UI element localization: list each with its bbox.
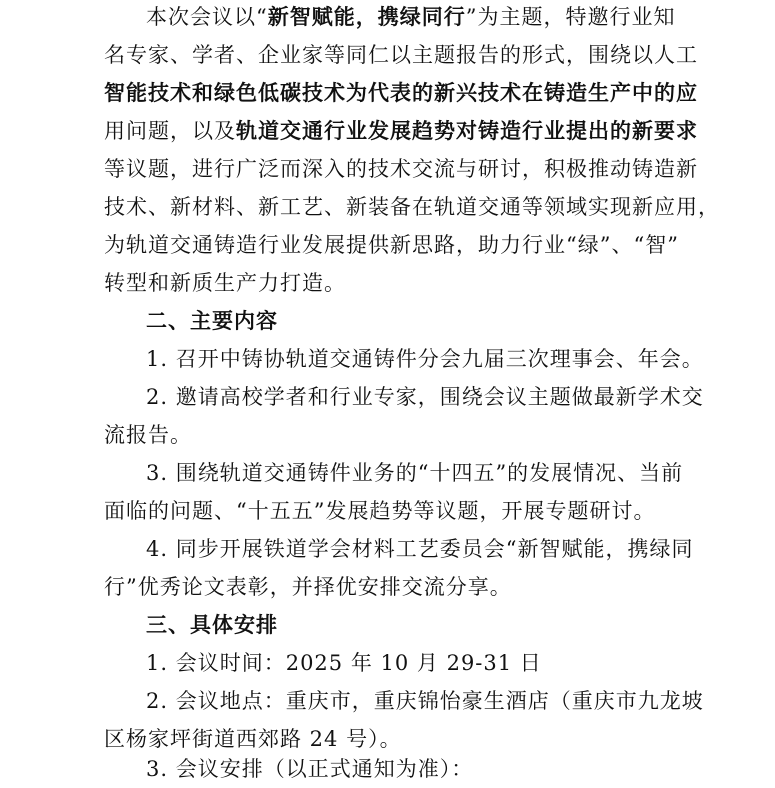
section-2-item-2-cont: 流报告。: [104, 423, 192, 447]
section-3-item-2: 2. 会议地点：重庆市，重庆锦怡豪生酒店（重庆市九龙坡: [146, 689, 704, 713]
section-2-item-3-cont: 面临的问题、“十五五”发展趋势等议题，开展专题研讨。: [104, 499, 656, 523]
section-3-heading: 三、具体安排: [146, 612, 278, 637]
intro-line-1: [146, 0, 676, 36]
section-3-item-2-cont: 区杨家坪街道西郊路 24 号）。: [104, 727, 402, 751]
intro-emphasis: 轨道交通行业发展趋势对铸造行业提出的新要求: [236, 118, 698, 143]
conference-theme: 新智赋能，携绿同行: [267, 4, 466, 29]
intro-text: ”为主题，特邀行业知: [465, 5, 676, 29]
intro-line-3: 智能技术和绿色低碳技术为代表的新兴技术在铸造生产中的应: [104, 80, 698, 105]
section-2-item-4: 4. 同步开展铁道学会材料工艺委员会“新智赋能，携绿同: [146, 537, 694, 561]
intro-text: 用问题，以及: [104, 119, 236, 143]
intro-text: 本次会议以“: [146, 5, 268, 29]
section-3-item-1: 1. 会议时间：2025 年 10 月 29-31 日: [146, 651, 542, 675]
intro-line-6: 技术、新材料、新工艺、新装备在轨道交通等领域实现新应用，: [104, 195, 720, 219]
section-3-item-3: 3. 会议安排（以正式通知为准）：: [146, 757, 474, 781]
section-2-item-4-cont: 行”优秀论文表彰，并择优安排交流分享。: [104, 575, 512, 599]
intro-line-8: 转型和新质生产力打造。: [104, 271, 346, 295]
section-2-item-2: 2. 邀请高校学者和行业专家，围绕会议主题做最新学术交: [146, 385, 704, 409]
intro-line-7: 为轨道交通铸造行业发展提供新思路，助力行业“绿”、“智”: [104, 233, 679, 257]
intro-line-4: [104, 112, 698, 150]
intro-line-2: 名专家、学者、企业家等同仁以主题报告的形式，围绕以人工: [104, 43, 698, 67]
section-2-heading: 二、主要内容: [146, 308, 278, 333]
section-2-item-3: 3. 围绕轨道交通铸件业务的“十四五”的发展情况、当前: [146, 461, 684, 485]
intro-line-5: 等议题，进行广泛而深入的技术交流与研讨，积极推动铸造新: [104, 157, 698, 181]
section-2-item-1: 1. 召开中铸协轨道交通铸件分会九届三次理事会、年会。: [146, 347, 704, 371]
